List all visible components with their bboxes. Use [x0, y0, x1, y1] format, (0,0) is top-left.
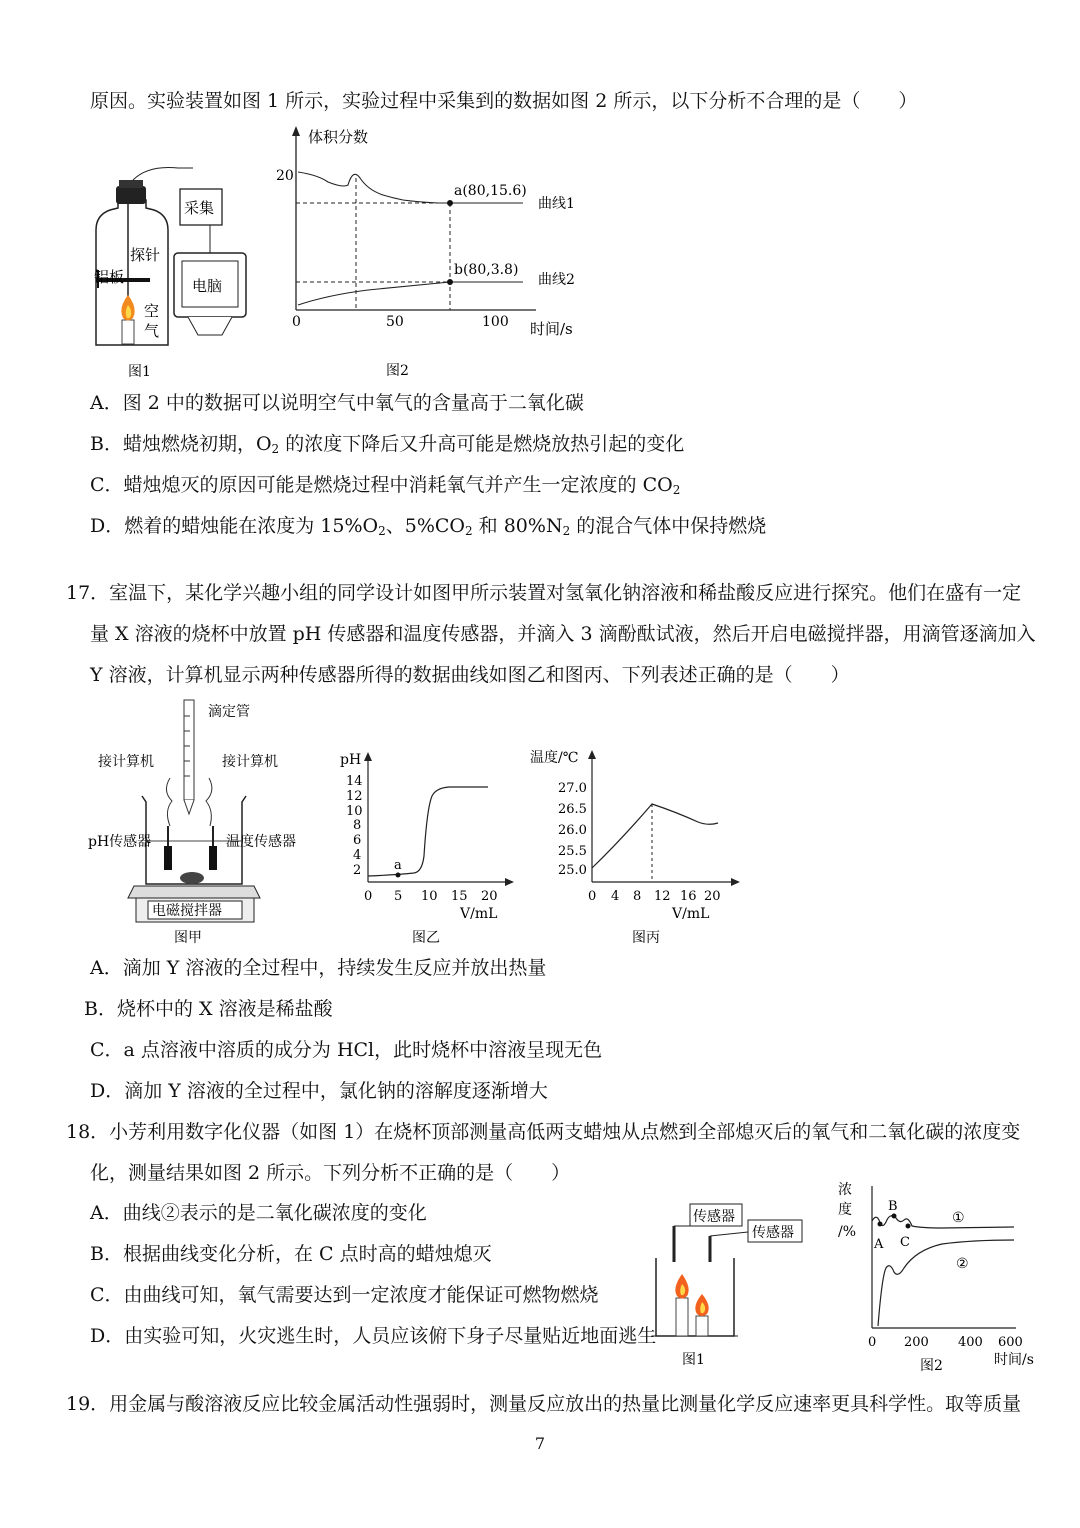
- q18-curve1-label: ①: [952, 1210, 965, 1226]
- burette-label: 滴定管: [208, 704, 250, 720]
- q18-figure2-chart: [832, 1176, 1050, 1376]
- q18-x600: 600: [998, 1335, 1023, 1350]
- bing-caption: 图丙: [632, 930, 660, 946]
- bing-ytick: 27.0: [558, 781, 587, 796]
- air-label-2: 气: [144, 322, 160, 340]
- q16-x100: 100: [482, 314, 509, 330]
- bing-xtick: 16: [680, 889, 697, 904]
- yi-ytick: 6: [353, 833, 362, 848]
- bing-ytick: 26.5: [558, 802, 587, 817]
- pc-label: 电脑: [192, 277, 223, 295]
- yi-ytick: 14: [346, 774, 363, 789]
- yi-ylabel: pH: [340, 752, 362, 768]
- yi-ytick: 2: [353, 863, 362, 878]
- q16-xlabel: 时间/s: [530, 320, 573, 338]
- q18-point-b: B: [888, 1199, 898, 1214]
- stirrer-label: 电磁搅拌器: [152, 903, 222, 919]
- ph-sensor-label: pH传感器: [88, 834, 152, 850]
- q17-option-c: C．a 点溶液中溶质的成分为 HCl，此时烧杯中溶液呈现无色: [90, 1039, 603, 1061]
- q16-y20: 20: [276, 168, 294, 184]
- yi-ytick: 10: [346, 804, 363, 819]
- q16-curve2-label: 曲线2: [538, 272, 575, 288]
- bing-xtick: 20: [704, 889, 721, 904]
- q16-x0: 0: [292, 314, 301, 330]
- q16-collector-pc: [170, 185, 260, 345]
- bing-xlabel: V/mL: [672, 906, 710, 922]
- q18-line1: 18．小芳利用数字化仪器（如图 1）在烧杯顶部测量高低两支蜡烛从点燃到全部熄灭后的氧气和二氧化碳的浓度变: [66, 1121, 1021, 1143]
- q16-option-b: B．蜡烛燃烧初期，$O_2$ 的浓度下降后又升高可能是燃烧放热引起的变化: [90, 433, 685, 456]
- q18-curve2-label: ②: [956, 1256, 969, 1272]
- q18-figure1: [650, 1196, 810, 1372]
- q16-ylabel: 体积分数: [308, 128, 369, 146]
- q18-point-c: C: [900, 1235, 910, 1250]
- q16-curve1-label: 曲线1: [538, 196, 575, 212]
- q16-x50: 50: [386, 314, 404, 330]
- q18-line2: 化，测量结果如图 2 所示。下列分析不正确的是（ ）: [90, 1162, 571, 1184]
- q18-fig2-caption: 图2: [920, 1358, 943, 1374]
- q17-figure-jia: [84, 696, 324, 946]
- bing-ylabel: 温度/℃: [530, 750, 579, 766]
- q18-ylabel2: 度: [838, 1202, 852, 1218]
- q17-figure-bing-chart: [526, 740, 746, 946]
- bing-xtick: 0: [588, 889, 597, 904]
- yi-caption: 图乙: [412, 930, 440, 946]
- q17-option-d: D．滴加 Y 溶液的全过程中，氯化钠的溶解度逐渐增大: [90, 1080, 548, 1102]
- sensor2-label: 传感器: [752, 1225, 794, 1241]
- q17-option-a: A．滴加 Y 溶液的全过程中，持续发生反应并放出热量: [90, 957, 547, 979]
- bing-xtick: 8: [633, 889, 642, 904]
- q18-option-d: D．由实验可知，火灾逃生时，人员应该俯下身子尽量贴近地面逃生: [90, 1325, 657, 1347]
- q16-point-b: b(80,3.8): [454, 262, 519, 278]
- q18-option-a: A．曲线②表示的是二氧化碳浓度的变化: [90, 1202, 427, 1224]
- bing-xtick: 4: [611, 889, 620, 904]
- q17-line2: 量 X 溶液的烧杯中放置 pH 传感器和温度传感器，并滴入 3 滴酚酞试液，然后开启电磁搅拌器，用滴管逐滴加入: [90, 623, 1036, 645]
- pc-right-label: 接计算机: [222, 754, 278, 770]
- q16-option-a: A．图 2 中的数据可以说明空气中氧气的含量高于二氧化碳: [90, 392, 584, 414]
- q18-x0: 0: [868, 1335, 877, 1350]
- bing-xtick: 12: [654, 889, 671, 904]
- yi-xtick: 0: [364, 889, 373, 904]
- q18-ylabel1: 浓: [838, 1182, 852, 1198]
- yi-ytick: 8: [353, 818, 362, 833]
- bing-ytick: 25.5: [558, 844, 587, 859]
- q16-option-d: D．燃着的蜡烛能在浓度为 $15\%O_2$、$5\%CO_2$ 和 $80\%N_2$ 的混合气体中保持燃烧: [90, 515, 767, 538]
- yi-ytick: 4: [353, 848, 362, 863]
- q18-x200: 200: [904, 1335, 929, 1350]
- yi-xtick: 20: [481, 889, 498, 904]
- q18-option-b: B．根据曲线变化分析，在 C 点时高的蜡烛熄灭: [90, 1243, 492, 1265]
- q18-ylabel3: /%: [838, 1224, 857, 1240]
- q19-line1: 19．用金属与酸溶液反应比较金属活动性强弱时，测量反应放出的热量比测量化学反应速率更具科学性。取等质量: [66, 1393, 1022, 1415]
- q18-point-a: A: [874, 1237, 884, 1252]
- q17-option-b: B．烧杯中的 X 溶液是稀盐酸: [84, 998, 333, 1020]
- fig1-caption: 图1: [128, 364, 151, 380]
- q17-figure-yi-chart: [334, 746, 519, 946]
- q16-intro: 原因。实验装置如图 1 所示，实验过程中采集到的数据如图 2 所示，以下分析不合理的是（ ）: [90, 90, 918, 112]
- page-number: 7: [534, 1434, 546, 1453]
- q17-line3: Y 溶液，计算机显示两种传感器所得的数据曲线如图乙和图丙、下列表述正确的是（ ）: [90, 664, 850, 686]
- q16-option-c: C．蜡烛熄灭的原因可能是燃烧过程中消耗氧气并产生一定浓度的 $CO_2$: [90, 474, 681, 497]
- q16-point-a: a(80,15.6): [454, 183, 527, 199]
- q16-figure2-chart: [268, 120, 588, 385]
- q18-xlabel: 时间/s: [994, 1352, 1034, 1368]
- al-plate-label: 铝板: [94, 268, 125, 286]
- q18-x400: 400: [958, 1335, 983, 1350]
- q18-option-c: C．由曲线可知，氧气需要达到一定浓度才能保证可燃物燃烧: [90, 1284, 599, 1306]
- temp-sensor-label: 温度传感器: [226, 834, 296, 850]
- yi-ytick: 12: [346, 789, 363, 804]
- fig-jia-caption: 图甲: [174, 930, 202, 946]
- sensor1-label: 传感器: [693, 1209, 735, 1225]
- bing-ytick: 25.0: [558, 863, 587, 878]
- yi-xtick: 10: [421, 889, 438, 904]
- collect-label: 采集: [184, 199, 215, 217]
- bing-ytick: 26.0: [558, 823, 587, 838]
- yi-xtick: 15: [451, 889, 468, 904]
- probe-label: 探针: [130, 246, 161, 264]
- q16-fig2-caption: 图2: [386, 363, 409, 379]
- yi-xtick: 5: [394, 889, 403, 904]
- q18-fig1-caption: 图1: [682, 1352, 705, 1368]
- air-label-1: 空: [144, 302, 160, 320]
- q17-line1: 17．室温下，某化学兴趣小组的同学设计如图甲所示装置对氢氧化钠溶液和稀盐酸反应进行探究。他们在盛有一定: [66, 582, 1022, 604]
- yi-xlabel: V/mL: [460, 906, 498, 922]
- yi-point-a: a: [394, 858, 402, 873]
- pc-left-label: 接计算机: [98, 754, 154, 770]
